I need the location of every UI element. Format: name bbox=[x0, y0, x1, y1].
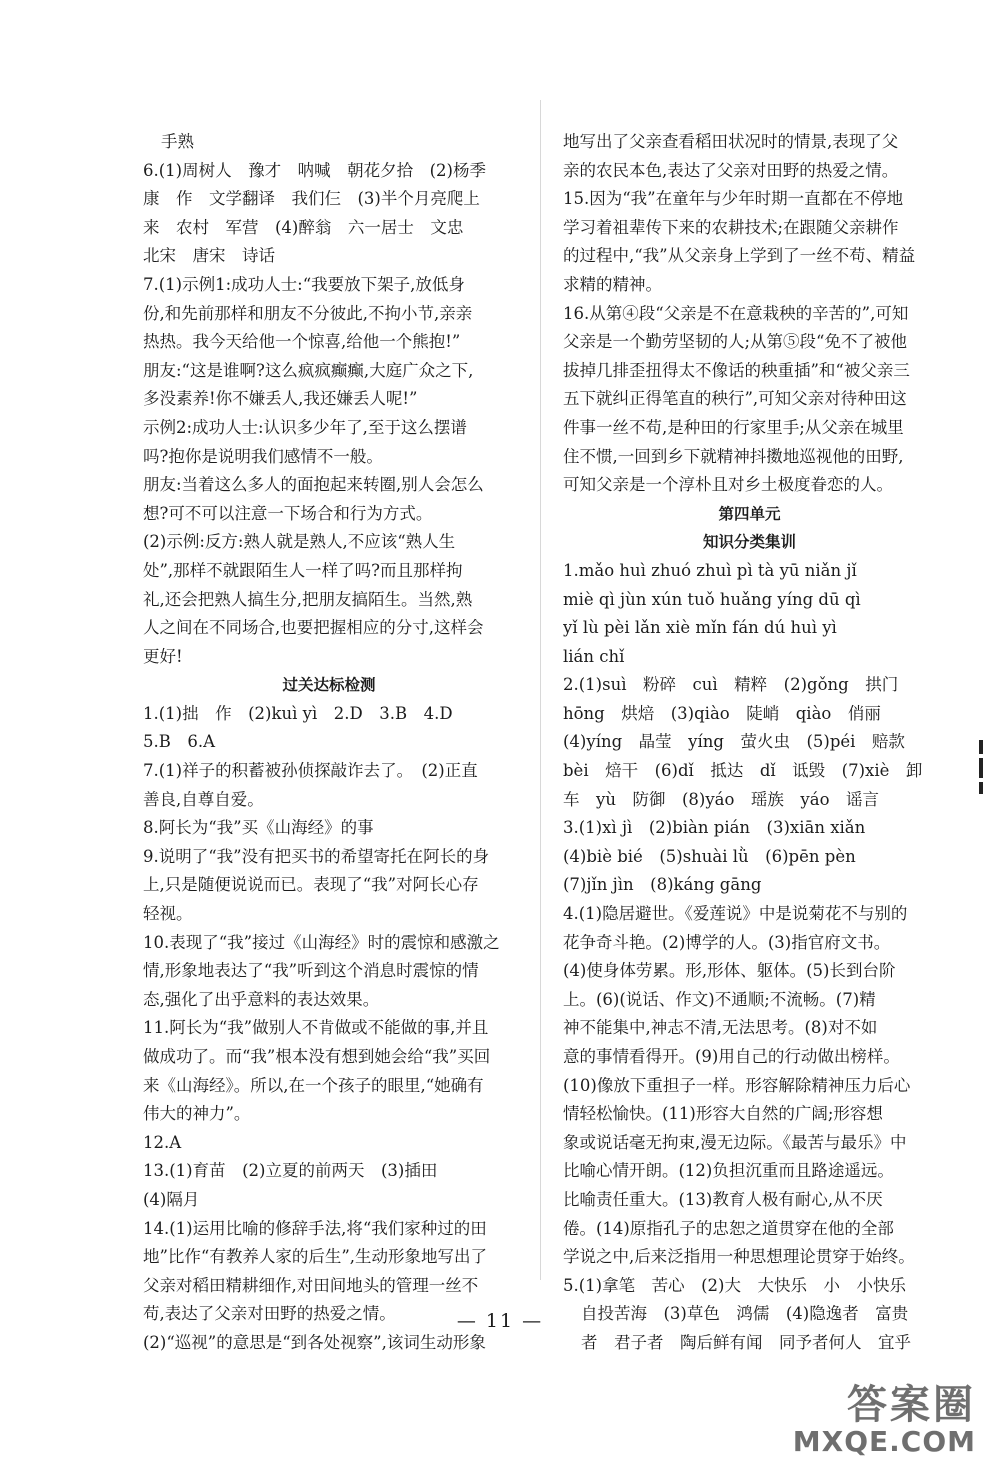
text-line: 求精的精神。 bbox=[563, 274, 662, 294]
text-line: 倦。(14)原指孔子的忠恕之道贯穿在他的全部 bbox=[563, 1218, 894, 1238]
watermark-url: MXQE.COM bbox=[792, 1425, 976, 1458]
text-line: 善良,自尊自爱。 bbox=[143, 789, 264, 809]
text-line: 意的事情看得开。(9)用自己的行动做出榜样。 bbox=[563, 1047, 900, 1066]
page-number: — 11 — bbox=[456, 1310, 544, 1332]
text-line: 15.因为“我”在童年与少年时期一直都在不停地 bbox=[563, 189, 904, 209]
right-column bbox=[563, 128, 936, 1358]
text-line: 5.(1)拿笔 苦心 (2)大 大快乐 小 小快乐 bbox=[563, 1275, 906, 1295]
text-line: (4)yíng 晶莹 yíng 萤火虫 (5)péi 赔款 bbox=[563, 732, 905, 752]
text-line: 来《山海经》。所以,在一个孩子的眼里,“她确有 bbox=[143, 1075, 484, 1095]
binding-marks bbox=[974, 740, 988, 800]
text-line: (4)biè bié (5)shuài lǜ (6)pēn pèn bbox=[563, 846, 856, 866]
text-line: 件事一丝不苟,是种田的行家里手;从父亲在城里 bbox=[563, 417, 904, 437]
text-line: 的过程中,“我”从父亲身上学到了一丝不苟、精益 bbox=[563, 246, 916, 266]
column-divider bbox=[540, 100, 541, 1280]
text-line: 地写出了父亲查看稻田状况时的情景,表现了父 bbox=[563, 132, 899, 151]
text-line: 5.B 6.A bbox=[143, 732, 216, 752]
text-line: 拔掉几排歪扭得太不像话的秧重插”和“被父亲三 bbox=[563, 360, 910, 380]
text-line: 4.(1)隐居避世。《爱莲说》中是说菊花不与别的 bbox=[563, 904, 908, 924]
text-line: 情,形象地表达了“我”听到这个消息时震惊的情 bbox=[143, 961, 479, 981]
text-line: 学习着祖辈传下来的农耕技术;在跟随父亲耕作 bbox=[563, 217, 899, 237]
text-line: 13.(1)育苗 (2)立夏的前两天 (3)插田 bbox=[143, 1161, 438, 1181]
text-line: 伟大的神力”。 bbox=[143, 1104, 251, 1124]
text-line: bèi 焙干 (6)dǐ 抵达 dǐ 诋毁 (7)xiè 卸 bbox=[563, 761, 923, 781]
text-line: 亲的农民本色,表达了父亲对田野的热爱之情。 bbox=[563, 160, 899, 180]
text-line: 比喻责任重大。(13)教育人极有耐心,从不厌 bbox=[563, 1189, 883, 1209]
text-line: 者 君子者 陶后鲜有闻 同予者何人 宜乎 bbox=[581, 1332, 911, 1352]
text-line: 比喻心情开朗。(12)负担沉重而且路途遥远。 bbox=[563, 1161, 894, 1181]
text-line: 住不惯,一回到乡下就精神抖擞地巡视他的田野, bbox=[563, 446, 904, 466]
watermark bbox=[793, 1383, 976, 1457]
text-line: 父亲对稻田精耕细作,对田间地头的管理一丝不 bbox=[143, 1275, 479, 1295]
text-line: 6.(1)周树人 豫才 呐喊 朝花夕拾 (2)杨季 bbox=[143, 160, 486, 180]
text-line: 份,和先前那样和朋友不分彼此,不拘小节,亲亲 bbox=[143, 303, 473, 323]
text-line: 来 农村 军营 (4)醉翁 六一居士 文忠 bbox=[143, 217, 464, 237]
text-line: 示例2:成功人士:认识多少年了,至于这么摆谱 bbox=[143, 417, 467, 437]
text-line: 态,强化了出乎意料的表达效果。 bbox=[143, 989, 380, 1009]
text-line: (4)隔月 bbox=[143, 1189, 200, 1209]
text-line: 人之间在不同场合,也要把握相应的分寸,这样会 bbox=[143, 618, 484, 638]
text-line: 11.阿长为“我”做别人不肯做或不能做的事,并且 bbox=[143, 1018, 489, 1038]
text-line: 礼,还会把熟人搞生分,把朋友搞陌生。当然,熟 bbox=[143, 589, 473, 609]
left-column bbox=[143, 128, 515, 1358]
text-line: (7)jǐn jìn (8)káng gāng bbox=[563, 875, 762, 895]
text-line: 康 作 文学翻译 我们仨 (3)半个月亮爬上 bbox=[143, 189, 480, 209]
text-line: 象或说话毫无拘束,漫无边际。《最苦与最乐》中 bbox=[563, 1132, 907, 1152]
text-line: 14.(1)运用比喻的修辞手法,将“我们家种过的田 bbox=[143, 1218, 487, 1238]
text-line: 上。(6)(说话、作文)不通顺;不流畅。(7)精 bbox=[563, 989, 876, 1009]
watermark-logo: 答案圈 bbox=[847, 1382, 976, 1428]
text-line: 3.(1)xì jì (2)biàn pián (3)xiān xiǎn bbox=[563, 818, 866, 838]
text-line: 朋友:“这是谁啊?这么疯疯癫癫,大庭广众之下, bbox=[143, 360, 474, 380]
text-line: 上,只是随便说说而已。表现了“我”对阿长心存 bbox=[143, 875, 479, 895]
text-line: 花争奇斗艳。(2)博学的人。(3)指官府文书。 bbox=[563, 932, 891, 952]
text-line: 多没素养!你不嫌丢人,我还嫌丢人呢!” bbox=[143, 389, 418, 409]
text-line: (2)“巡视”的意思是“到各处视察”,该词生动形象 bbox=[143, 1332, 486, 1352]
section-heading: 第四单元 bbox=[718, 504, 781, 523]
text-line: 苟,表达了父亲对田野的热爱之情。 bbox=[143, 1304, 396, 1324]
text-line: (10)像放下重担子一样。形容解除精神压力后心 bbox=[563, 1075, 911, 1095]
text-line: miè qì jùn xún tuǒ huǎng yíng dū qì bbox=[563, 589, 861, 609]
text-line: 朋友:当着这么多人的面抱起来转圈,别人会怎么 bbox=[143, 475, 484, 495]
text-line: 8.阿长为“我”买《山海经》的事 bbox=[143, 818, 374, 838]
text-line: (2)示例:反方:熟人就是熟人,不应该“熟人生 bbox=[143, 532, 456, 552]
text-line: 更好! bbox=[143, 646, 183, 666]
text-line: 父亲是一个勤劳坚韧的人;从第⑤段“免不了被他 bbox=[563, 332, 907, 352]
text-line: 想?可不可以注意一下场合和行为方式。 bbox=[143, 503, 433, 523]
text-line: yǐ lù pèi lǎn xiè mǐn fán dú huì yì bbox=[563, 618, 837, 638]
text-line: lián chǐ bbox=[563, 646, 625, 666]
text-line: 10.表现了“我”接过《山海经》时的震惊和感激之 bbox=[143, 932, 500, 952]
text-line: 可知父亲是一个淳朴且对乡土极度眷恋的人。 bbox=[563, 475, 893, 495]
text-line: hōng 烘焙 (3)qiào 陡峭 qiào 俏丽 bbox=[563, 703, 881, 723]
text-line: 1.(1)拙 作 (2)kuì yì 2.D 3.B 4.D bbox=[143, 703, 453, 723]
text-line: 情轻松愉快。(11)形容大自然的广阔;形容想 bbox=[563, 1104, 883, 1124]
text-line: 2.(1)suì 粉碎 cuì 精粹 (2)gǒng 拱门 bbox=[563, 675, 899, 695]
text-line: 学说之中,后来泛指用一种思想理论贯穿于始终。 bbox=[563, 1247, 915, 1267]
text-line: 热热。我今天给他一个惊喜,给他一个熊抱!” bbox=[143, 332, 461, 352]
section-heading: 过关达标检测 bbox=[282, 676, 376, 695]
text-line: 16.从第④段“父亲是不在意栽秧的辛苦的”,可知 bbox=[563, 303, 909, 323]
text-line: 手熟 bbox=[161, 132, 194, 151]
text-line: 7.(1)祥子的积蓄被孙侦探敲诈去了。 (2)正直 bbox=[143, 761, 478, 781]
text-line: 7.(1)示例1:成功人士:“我要放下架子,放低身 bbox=[143, 274, 465, 294]
section-heading: 知识分类集训 bbox=[702, 533, 796, 552]
text-line: 神不能集中,神志不清,无法思考。(8)对不如 bbox=[563, 1018, 878, 1038]
text-line: 1.mǎo huì zhuó zhuì pì tà yū niǎn jǐ bbox=[563, 560, 857, 580]
text-line: 北宋 唐宋 诗话 bbox=[143, 246, 275, 266]
text-line: 车 yù 防御 (8)yáo 瑶族 yáo 谣言 bbox=[563, 789, 880, 809]
text-line: 处”,那样不就跟陌生人一样了吗?而且那样拘 bbox=[143, 560, 463, 580]
text-line: 吗?抱你是说明我们感情不一般。 bbox=[143, 446, 383, 466]
text-line: 轻视。 bbox=[143, 904, 193, 924]
text-line: 9.说明了“我”没有把买书的希望寄托在阿长的身 bbox=[143, 846, 490, 866]
text-line: 地”比作“有教养人家的后生”,生动形象地写出了 bbox=[143, 1247, 488, 1267]
text-line: (4)使身体劳累。形,形体、躯体。(5)长到台阶 bbox=[563, 961, 896, 981]
text-line: 12.A bbox=[143, 1132, 182, 1152]
text-line: 做成功了。而“我”根本没有想到她会给“我”买回 bbox=[143, 1047, 491, 1066]
text-line: 自投苦海 (3)草色 鸿儒 (4)隐逸者 富贵 bbox=[581, 1304, 909, 1324]
text-line: 五下就纠正得笔直的秧行”,可知父亲对待种田这 bbox=[563, 389, 907, 409]
